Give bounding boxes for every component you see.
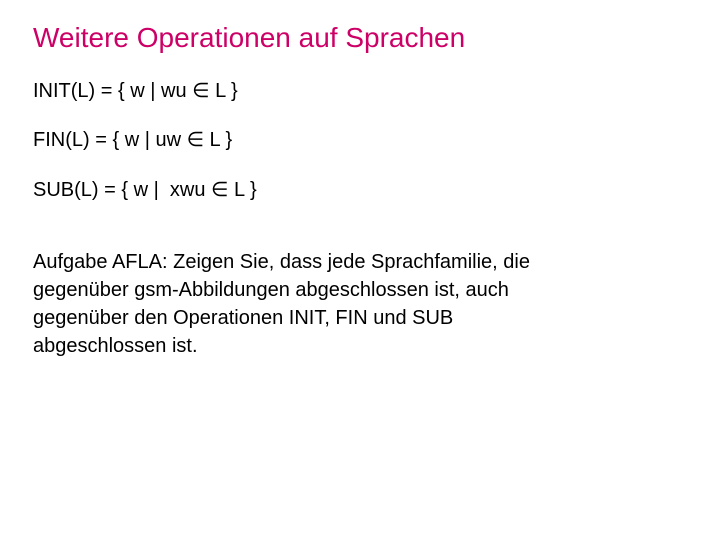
definition-sub: SUB(L) = { w | xwu ∈ L } — [33, 179, 257, 201]
task-line: abgeschlossen ist. — [33, 335, 198, 357]
slide-title: Weitere Operationen auf Sprachen — [33, 22, 466, 53]
definition-init: INIT(L) = { w | wu ∈ L } — [33, 80, 238, 102]
task-line: gegenüber gsm-Abbildungen abgeschlossen ist, auch — [33, 279, 509, 301]
definition-fin: FIN(L) = { w | uw ∈ L } — [33, 129, 233, 151]
task-line: gegenüber den Operationen INIT, FIN und SUB — [33, 307, 454, 329]
task-line: Aufgabe AFLA: Zeigen Sie, dass jede Sprachfamilie, die — [33, 251, 530, 273]
task-paragraph — [33, 248, 683, 360]
